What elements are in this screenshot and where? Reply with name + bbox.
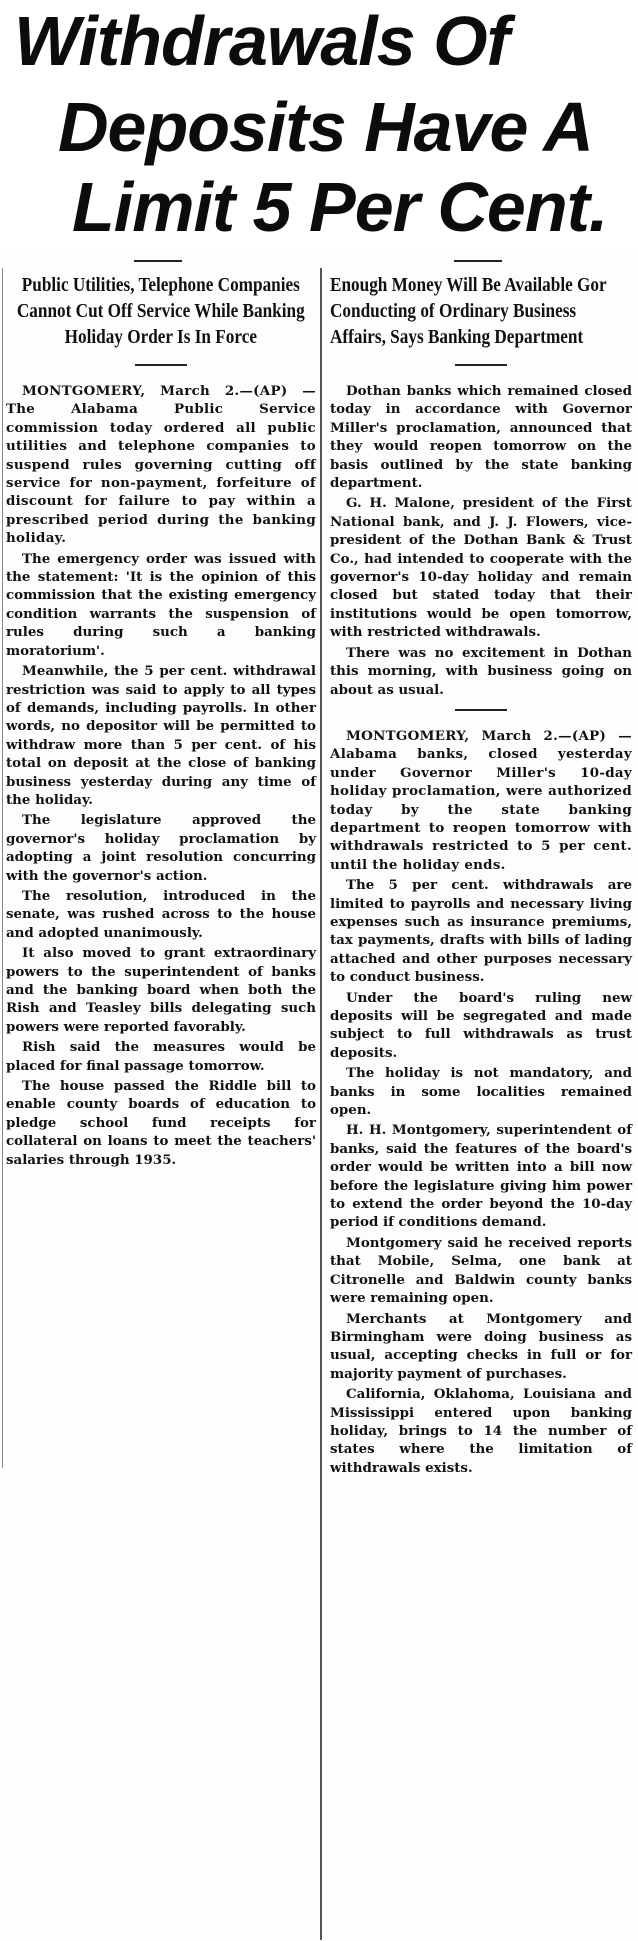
headline-line-3: Limit 5 Per Cent. [72,168,608,246]
left-column [6,272,316,1171]
headline-rule-right [454,260,502,262]
article-paragraph: Meanwhile, the 5 per cent. withdrawal restriction was said to apply to all types of demands, including payrolls. In other words, no depositor will be permitted to withdraw more than 5 per cent. of his total on deposit at the close of banking business yesterday during any time of the holiday. [6,663,316,808]
headline [0,0,638,248]
article-paragraph: It also moved to grant extraordinary powers to the superintendent of banks and the banking board when both the Rish and Teasley bills delegating such powers were reported favorably. [6,945,316,1035]
article-paragraph: Montgomery said he received reports that Mobile, Selma, one bank at Citronelle and Baldwin county banks were remaining open. [330,1234,632,1307]
article-paragraph: The holiday is not mandatory, and banks in some localities remained open. [330,1065,632,1119]
article-paragraph: H. H. Montgomery, superintendent of banks, said the features of the board's order would be written into a bill now before the legislature giving him power to extend the order beyond the 10-day period if conditions demand. [330,1122,632,1231]
left-deck: Public Utilities, Telephone Companies Cannot Cut Off Service While Banking Holiday Order Is In Force [16,274,305,348]
article-paragraph: MONTGOMERY, March 2.—(AP) — The Alabama Public Service commission today ordered all public utilities and telephone companies to suspend rules governing cutting off service for non-payment, forfeiture of discount for failure to pay within a prescribed period during the banking holiday. [6,383,316,547]
article-paragraph: California, Oklahoma, Louisiana and Mississippi entered upon banking holiday, brings to 14 the number of states where the limitation of withdrawals exists. [330,1386,632,1476]
article-paragraph: Dothan banks which remained closed today in accordance with Governor Miller's proclamation, announced that they would reopen tomorrow on the basis outlined by the state banking department. [330,383,632,492]
headline-line-2: Deposits Have A [58,88,593,166]
article-paragraph: G. H. Malone, president of the First National bank, and J. J. Flowers, vice-president of the Dothan Bank & Trust Co., had intended to cooperate with the governor's 10-day holiday and remain closed but stated today that their institutions would be open tomorrow, with restricted withdrawals. [330,495,632,641]
deck-rule [455,364,507,366]
article-paragraph: Under the board's ruling new deposits will be segregated and made subject to full withdrawals as trust deposits. [330,989,632,1061]
article-paragraph: The resolution, introduced in the senate, was rushed across to the house and adopted unanimously. [6,887,316,941]
article-separator-rule [455,709,507,711]
article-paragraph: The legislature approved the governor's holiday proclamation by adopting a joint resolution concurring with the governor's action. [6,812,316,884]
left-column-edge [2,268,3,1468]
article-paragraph: Rish said the measures would be placed for final passage tomorrow. [6,1039,316,1074]
article-paragraph: The emergency order was issued with the statement: 'It is the opinion of this commission that the existing emergency condition warrants the suspension of rules during such a banking moratorium'. [6,550,316,659]
column-divider [320,268,322,1940]
article-paragraph: The 5 per cent. withdrawals are limited to payrolls and necessary living expenses such as insurance premiums, tax payments, drafts with bills of lading attached and other purposes necessary to conduct business. [330,877,632,986]
deck-rule [135,364,187,366]
article-paragraph: MONTGOMERY, March 2.—(AP) — Alabama banks, closed yesterday under Governor Miller's 10-day holiday proclamation, were authorized today by the state banking department to reopen tomorrow with withdrawals restricted to 5 per cent. until the holiday ends. [330,727,632,873]
right-deck: Enough Money Will Be Available Gor Conducting of Ordinary Business Affairs, Says Banking Department [330,274,607,348]
article-paragraph: The house passed the Riddle bill to enable county boards of education to pledge school fund receipts for collateral on loans to meet the teachers' salaries through 1935. [6,1078,316,1168]
headline-line-1: Withdrawals Of [14,2,509,80]
headline-rule-left [134,260,182,262]
right-column [330,272,632,1479]
article-paragraph: Merchants at Montgomery and Birmingham were doing business as usual, accepting checks in full or for majority payment of purchases. [330,1310,632,1382]
article-paragraph: There was no excitement in Dothan this morning, with business going on about as usual. [330,644,632,698]
